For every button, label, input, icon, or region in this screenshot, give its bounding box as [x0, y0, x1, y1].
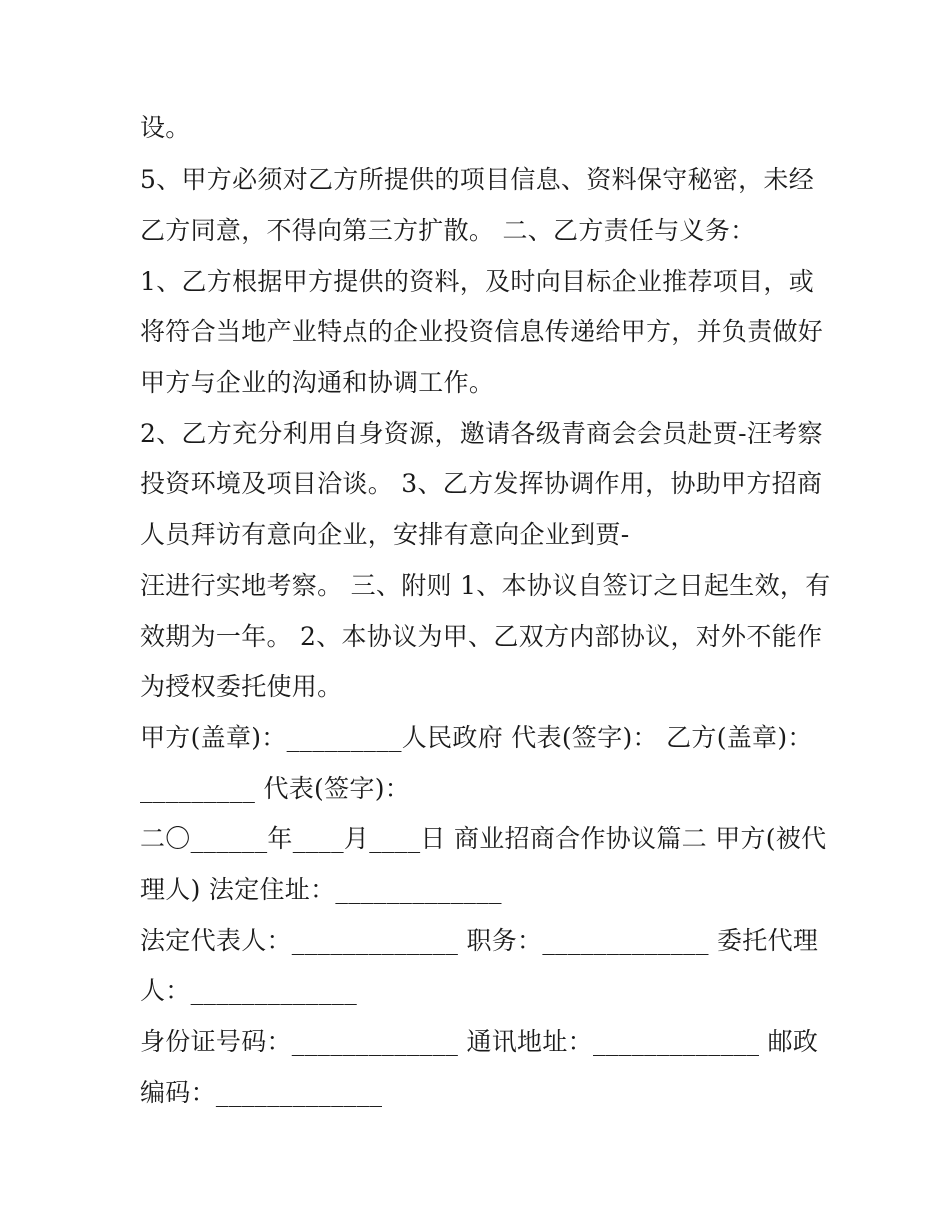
text-line-2: 5、甲方必须对乙方所提供的项目信息、资料保守秘密，未经 [140, 165, 815, 194]
text-line-14: _________ 代表(签字)： [140, 774, 411, 803]
text-line-3: 乙方同意，不得向第三方扩散。 二、乙方责任与义务： [140, 216, 756, 245]
text-line-9: 人员拜访有意向企业，安排有意向企业到贾- [140, 520, 630, 549]
text-line-19: 身份证号码：_____________ 通讯地址：_____________ 邮政 [140, 1027, 819, 1056]
text-line-8: 投资环境及项目洽谈。 3、乙方发挥协调作用，协助甲方招商 [140, 469, 823, 498]
text-line-1: 设。 [140, 113, 191, 142]
text-line-6: 甲方与企业的沟通和协调工作。 [140, 368, 495, 397]
text-line-7: 2、乙方充分利用自身资源，邀请各级青商会会员赴贾-汪考察 [140, 419, 823, 448]
text-line-13: 甲方(盖章)：_________人民政府 代表(签字)： 乙方(盖章)： [140, 723, 813, 752]
text-line-11: 效期为一年。 2、本协议为甲、乙双方内部协议，对外不能作 [140, 622, 823, 651]
text-line-17: 法定代表人：_____________ 职务：_____________ 委托代理 [140, 926, 819, 955]
text-line-20: 编码：_____________ [140, 1078, 383, 1107]
text-line-12: 为授权委托使用。 [140, 672, 343, 701]
text-line-10: 汪进行实地考察。 三、附则 1、本协议自签订之日起生效，有 [140, 571, 831, 600]
text-line-5: 将符合当地产业特点的企业投资信息传递给甲方，并负责做好 [140, 317, 824, 346]
text-line-18: 人：_____________ [140, 976, 357, 1005]
text-line-16: 理人) 法定住址：_____________ [140, 875, 502, 904]
text-line-4: 1、乙方根据甲方提供的资料，及时向目标企业推荐项目，或 [140, 267, 815, 296]
text-line-15: 二〇______年____月____日 商业招商合作协议篇二 甲方(被代 [140, 824, 827, 853]
